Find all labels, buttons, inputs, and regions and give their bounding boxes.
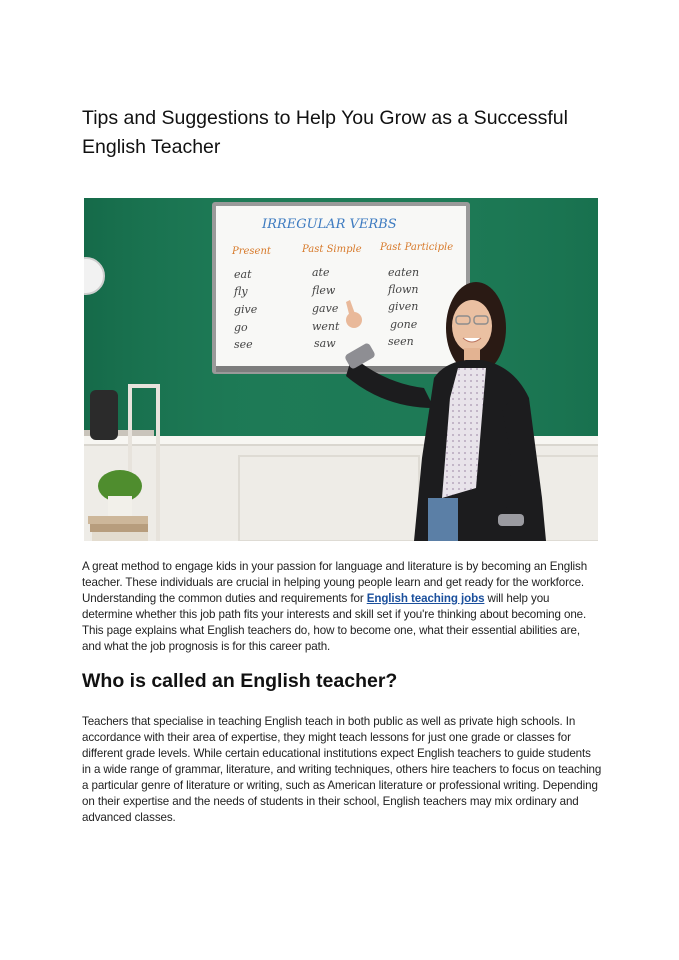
whiteboard-cell: flew (312, 284, 336, 297)
speaker-icon (90, 390, 118, 440)
whiteboard-cell: seen (388, 335, 414, 348)
whiteboard-cell: eat (234, 268, 252, 281)
whiteboard-cell: went (312, 320, 340, 333)
section-paragraph: Teachers that specialise in teaching English teach in both public as well as private high schools. In accordance with their area of expertise, they might teach lessons for just one grade or classes for different grade levels. While certain educational institutions expect English teachers to guide students in a wide range of grammar, literature, and writing techniques, others hire teachers to focus on teaching a particular genre of literature or writing, such as American literature or professional writing. Depending on their expertise and the needs of students in their school, English teachers may mix ordinary and advanced classes. (82, 715, 602, 824)
intro-text: A great method to engage kids in your passion for language and literature is by becoming an English teacher. These individuals are crucial in helping young people learn and get ready for the workforce. Understanding the common duties and requirements for (82, 560, 588, 605)
whiteboard-column-header: Past Participle (380, 242, 454, 253)
hero-image (84, 198, 598, 541)
page-title: Tips and Suggestions to Help You Grow as a Successful English Teacher (82, 107, 568, 158)
whiteboard-cell: see (234, 338, 253, 351)
whiteboard-heading: IRREGULAR VERBS (262, 217, 397, 232)
section-heading: Who is called an English teacher? (82, 670, 398, 692)
whiteboard-column-header: Past Simple (302, 244, 362, 255)
whiteboard-cell: given (388, 300, 419, 313)
english-teaching-jobs-link[interactable]: English teaching jobs (366, 592, 485, 605)
whiteboard-cell: eaten (388, 266, 420, 279)
whiteboard-cell: saw (314, 337, 336, 350)
whiteboard-cell: ate (312, 266, 330, 279)
intro-text-continued: will help you determine whether this job path fits your interests and skill set if you're thinking about becoming one. This page explains what English teachers do, how to become one, what their essential abilities are, and what the job prognosis is for this career path. (82, 592, 587, 653)
whiteboard-cell: gone (390, 318, 418, 331)
whiteboard-column-header: Present (232, 246, 271, 257)
whiteboard-cell: gave (312, 302, 339, 315)
whiteboard-cell: go (234, 321, 248, 334)
whiteboard-cell: fly (234, 285, 248, 298)
intro-paragraph (82, 559, 602, 655)
whiteboard-cell: give (234, 303, 258, 316)
whiteboard-cell: flown (388, 283, 419, 296)
